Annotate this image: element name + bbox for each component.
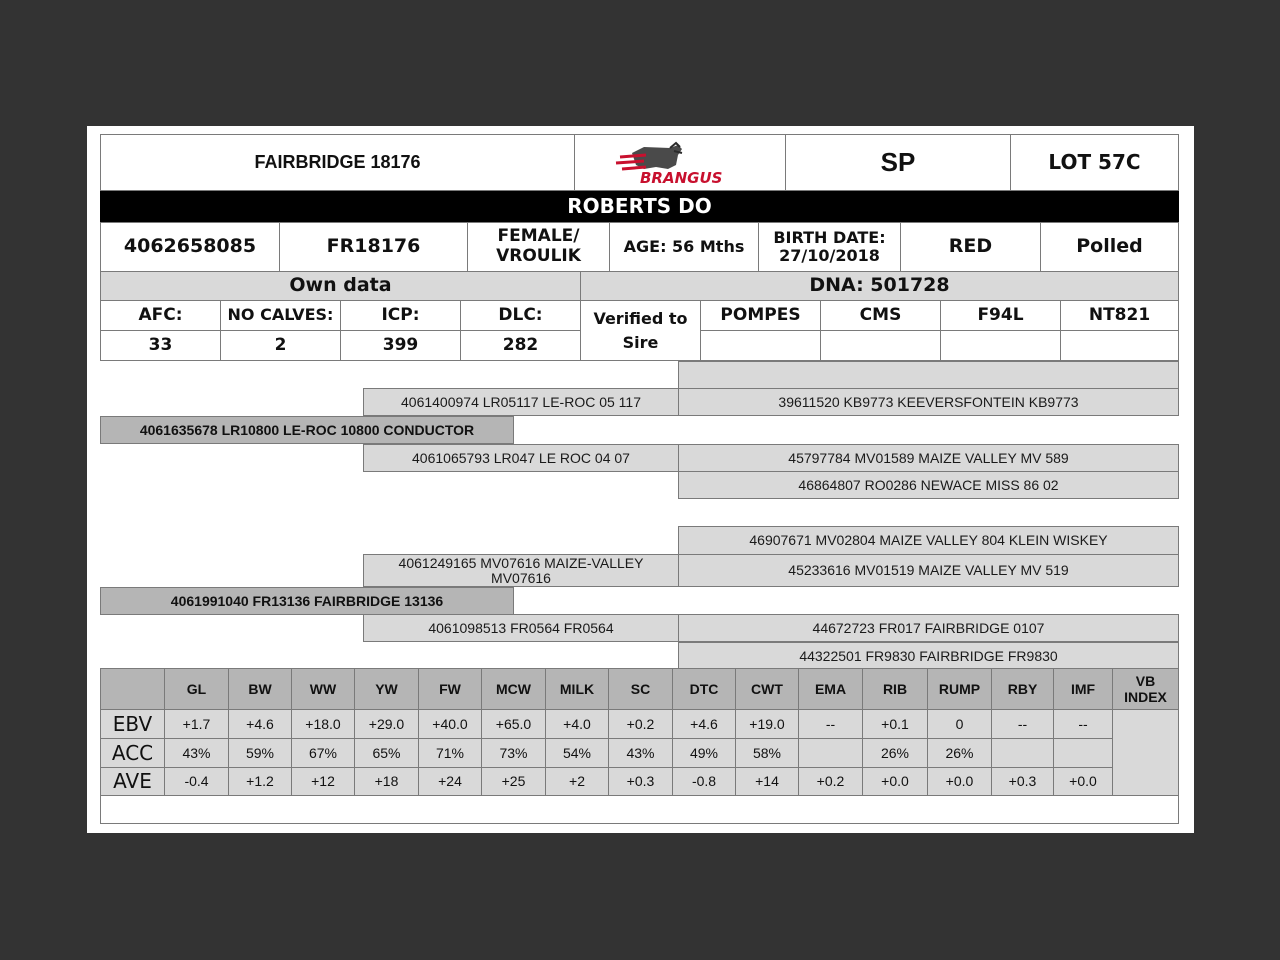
animal-sex: FEMALE/ VROULIK	[467, 222, 610, 272]
ebv-ave-imf: +0.0	[1053, 767, 1113, 796]
pedigree-dam-sire-sire: 46907671 MV02804 MAIZE VALLEY 804 KLEIN WISKEY	[678, 526, 1179, 555]
ebv-ave-cwt: +14	[735, 767, 799, 796]
birth-date: BIRTH DATE: 27/10/2018	[758, 222, 901, 272]
afc-label: AFC:	[100, 300, 221, 331]
ebv-acc-mcw: 73%	[481, 738, 546, 768]
ebv-acc-fw: 71%	[418, 738, 482, 768]
brangus-logo	[574, 134, 786, 191]
ebv-ave-ww: +12	[291, 767, 355, 796]
ebv-header-ww: WW	[291, 668, 355, 710]
pedigree-dam-dam-sire: 44672723 FR017 FAIRBRIDGE 0107	[678, 614, 1179, 642]
ebv-acc-sc: 43%	[608, 738, 673, 768]
pedigree-blank-cell	[678, 361, 1179, 389]
ebv-acc-yw: 65%	[354, 738, 419, 768]
ebv-header-mcw: MCW	[481, 668, 546, 710]
breeder-banner: ROBERTS DO	[100, 191, 1179, 222]
ebv-ebv-milk: +4.0	[545, 709, 609, 739]
pedigree-dam-sire: 4061249165 MV07616 MAIZE-VALLEY MV07616	[363, 554, 679, 587]
ebv-ave-yw: +18	[354, 767, 419, 796]
ebv-ave-bw: +1.2	[228, 767, 292, 796]
verified-to-sire: Verified to Sire	[580, 300, 701, 361]
lot-number: LOT 57C	[1010, 134, 1179, 191]
ebv-ave-sc: +0.3	[608, 767, 673, 796]
pedigree-dam-dam-dam: 44322501 FR9830 FAIRBRIDGE FR9830	[678, 642, 1179, 670]
lot-card	[87, 126, 1194, 833]
dna-result-cms	[820, 330, 941, 361]
ebv-header-dtc: DTC	[672, 668, 736, 710]
ebv-header-imf: IMF	[1053, 668, 1113, 710]
no-calves-value: 2	[220, 330, 341, 361]
logo-text: BRANGUS	[640, 168, 723, 187]
ebv-ebv-imf: --	[1053, 709, 1113, 739]
dlc-value: 282	[460, 330, 581, 361]
ebv-acc-imf	[1053, 738, 1113, 768]
pedigree-sire-dam: 4061065793 LR047 LE ROC 04 07	[363, 444, 679, 472]
ebv-ebv-yw: +29.0	[354, 709, 419, 739]
no-calves-label: NO CALVES:	[220, 300, 341, 331]
ebv-header-gl: GL	[164, 668, 229, 710]
pedigree-sire: 4061635678 LR10800 LE-ROC 10800 CONDUCTOR	[100, 416, 514, 444]
ebv-ave-fw: +24	[418, 767, 482, 796]
ebv-ave-milk: +2	[545, 767, 609, 796]
ebv-header-rump: RUMP	[927, 668, 992, 710]
bull-logo-icon	[610, 139, 750, 187]
breed-code: SP	[785, 134, 1011, 191]
dna-test-pompes: POMPES	[700, 300, 821, 331]
ebv-acc-gl: 43%	[164, 738, 229, 768]
animal-colour: RED	[900, 222, 1041, 272]
ebv-ave-rby: +0.3	[991, 767, 1054, 796]
dna-result-f94l	[940, 330, 1061, 361]
dna-result-nt821	[1060, 330, 1179, 361]
own-data-title: Own data	[100, 271, 581, 301]
ebv-ebv-mcw: +65.0	[481, 709, 546, 739]
ebv-acc-rby	[991, 738, 1054, 768]
ebv-ebv-sc: +0.2	[608, 709, 673, 739]
icp-label: ICP:	[340, 300, 461, 331]
ebv-ebv-rib: +0.1	[862, 709, 928, 739]
ebv-ave-rump: +0.0	[927, 767, 992, 796]
dna-test-f94l: F94L	[940, 300, 1061, 331]
pedigree-sire-dam-dam: 46864807 RO0286 NEWACE MISS 86 02	[678, 471, 1179, 499]
ebv-ave-gl: -0.4	[164, 767, 229, 796]
ebv-ave-mcw: +25	[481, 767, 546, 796]
ebv-row-label-ave: AVE	[100, 767, 165, 796]
ebv-ebv-rby: --	[991, 709, 1054, 739]
ebv-ebv-ema: --	[798, 709, 863, 739]
dna-title: DNA: 501728	[580, 271, 1179, 301]
ebv-header-rby: RBY	[991, 668, 1054, 710]
ebv-ebv-dtc: +4.6	[672, 709, 736, 739]
ebv-acc-rib: 26%	[862, 738, 928, 768]
ebv-acc-ww: 67%	[291, 738, 355, 768]
pedigree-sire-dam-sire: 45797784 MV01589 MAIZE VALLEY MV 589	[678, 444, 1179, 472]
ebv-acc-cwt: 58%	[735, 738, 799, 768]
ebv-ebv-cwt: +19.0	[735, 709, 799, 739]
ebv-acc-bw: 59%	[228, 738, 292, 768]
dna-result-pompes	[700, 330, 821, 361]
pedigree-sire-sire: 4061400974 LR05117 LE-ROC 05 117	[363, 388, 679, 416]
afc-value: 33	[100, 330, 221, 361]
animal-id: 4062658085	[100, 222, 280, 272]
horn-status: Polled	[1040, 222, 1179, 272]
ebv-row-label-acc: ACC	[100, 738, 165, 768]
animal-age: AGE: 56 Mths	[609, 222, 759, 272]
ebv-row-label-ebv: EBV	[100, 709, 165, 739]
ebv-ave-rib: +0.0	[862, 767, 928, 796]
ebv-ebv-ww: +18.0	[291, 709, 355, 739]
pedigree-dam-dam: 4061098513 FR0564 FR0564	[363, 614, 679, 642]
dna-test-cms: CMS	[820, 300, 941, 331]
ebv-header-rib: RIB	[862, 668, 928, 710]
ebv-ave-dtc: -0.8	[672, 767, 736, 796]
ebv-acc-ema	[798, 738, 863, 768]
ebv-acc-dtc: 49%	[672, 738, 736, 768]
ebv-ebv-fw: +40.0	[418, 709, 482, 739]
ebv-header-cwt: CWT	[735, 668, 799, 710]
ebv-header-bw: BW	[228, 668, 292, 710]
ebv-acc-rump: 26%	[927, 738, 992, 768]
footer-blank-row	[100, 794, 1179, 824]
ebv-header-sc: SC	[608, 668, 673, 710]
vb-index-header: VB INDEX	[1112, 668, 1179, 710]
icp-value: 399	[340, 330, 461, 361]
dna-test-nt821: NT821	[1060, 300, 1179, 331]
pedigree-sire-sire-sire: 39611520 KB9773 KEEVERSFONTEIN KB9773	[678, 388, 1179, 416]
ebv-header-yw: YW	[354, 668, 419, 710]
ebv-header-milk: MILK	[545, 668, 609, 710]
ebv-acc-milk: 54%	[545, 738, 609, 768]
animal-tag: FR18176	[279, 222, 468, 272]
dlc-label: DLC:	[460, 300, 581, 331]
ebv-header-ema: EMA	[798, 668, 863, 710]
ebv-corner-cell	[100, 668, 165, 710]
animal-name: FAIRBRIDGE 18176	[100, 134, 575, 191]
pedigree-dam: 4061991040 FR13136 FAIRBRIDGE 13136	[100, 587, 514, 615]
ebv-ebv-rump: 0	[927, 709, 992, 739]
ebv-ebv-bw: +4.6	[228, 709, 292, 739]
ebv-ave-ema: +0.2	[798, 767, 863, 796]
ebv-ebv-gl: +1.7	[164, 709, 229, 739]
pedigree-dam-sire-dam: 45233616 MV01519 MAIZE VALLEY MV 519	[678, 554, 1179, 587]
vb-index-value	[1112, 709, 1179, 796]
ebv-header-fw: FW	[418, 668, 482, 710]
